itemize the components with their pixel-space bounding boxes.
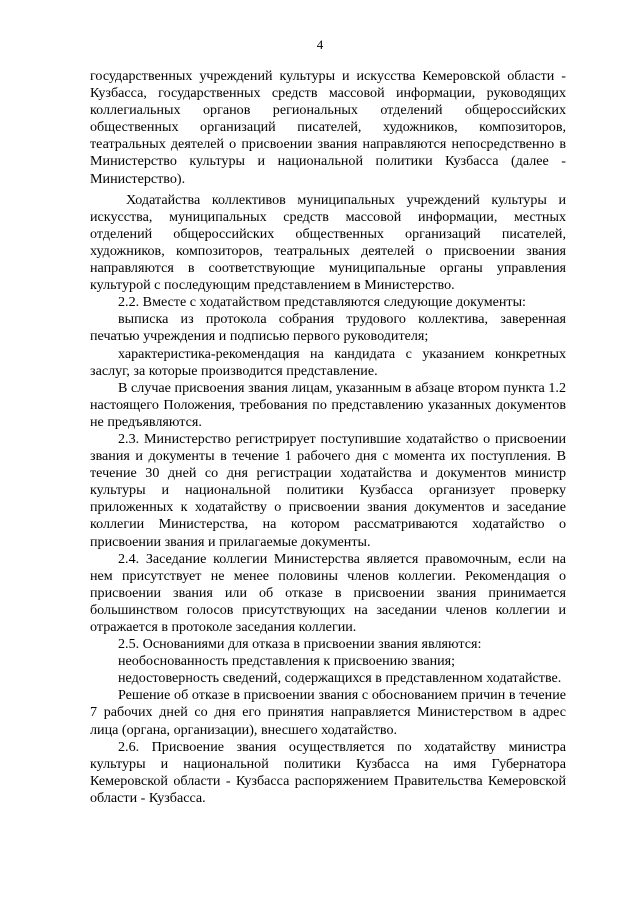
paragraph: государственных учреждений культуры и искусства Кемеровской области - Кузбасса, государственных средств массовой информации, руководящих коллегиальных органов региональных отделений общероссийских общественных организаций писателей, художников, композиторов, театральных деятелей о присвоении звания направляются непосредственно в Министерство культуры и национальной политики Кузбасса (далее - Министерство).	[90, 68, 566, 187]
page-number: 4	[316, 37, 324, 52]
paragraph: 2.2. Вместе с ходатайством представляются следующие документы:	[118, 294, 526, 311]
paragraph: В случае присвоения звания лицам, указанным в абзаце втором пункта 1.2 настоящего Положения, требования по представлению указанных документов не предъявляются.	[90, 379, 566, 430]
paragraph: 2.4. Заседание коллегии Министерства является правомочным, если на нем присутствует не менее половины членов коллегии. Рекомендация о присвоении звания или об отказе в присвоении звания принимается большинством голосов присутствующих на заседании членов коллегии и отражается в протоколе заседания коллегии.	[90, 550, 566, 635]
paragraph: 2.3. Министерство регистрирует поступившие ходатайство о присвоении звания и документы в течение 1 рабочего дня с момента их поступления. В течение 30 дней со дня регистрации ходатайства и документов министр культуры и национальной политики Кузбасса организует проверку приложенных к ходатайству о присвоении звания документов и заседание коллегии Министерства, на котором рассматриваются ходатайство о присвоении звания и прилагаемые документы.	[90, 430, 566, 550]
paragraph: 2.5. Основаниями для отказа в присвоении звания являются:	[118, 636, 482, 653]
list-item: недостоверность сведений, содержащихся в представленном ходатайстве.	[118, 670, 562, 687]
document-body	[90, 68, 566, 807]
list-item: выписка из протокола собрания трудового коллектива, заверенная печатью учреждения и подписью первого руководителя;	[90, 311, 566, 345]
paragraph: Решение об отказе в присвоении звания с обоснованием причин в течение 7 рабочих дней со дня его принятия направляется Министерством в адрес лица (органа, организации), внесшего ходатайство.	[90, 687, 566, 738]
list-item: необоснованность представления к присвоению звания;	[118, 653, 456, 670]
paragraph: 2.6. Присвоение звания осуществляется по ходатайству министра культуры и национальной политики Кузбасса на имя Губернатора Кемеровской области - Кузбасса распоряжением Правительства Кемеровской области - Кузбасса.	[90, 738, 566, 806]
list-item: характеристика-рекомендация на кандидата с указанием конкретных заслуг, за которые производится представление.	[90, 345, 566, 379]
paragraph: Ходатайства коллективов муниципальных учреждений культуры и искусства, муниципальных средств массовой информации, местных отделений общероссийских общественных организаций писателей, художников, композиторов, театральных деятелей о присвоении звания направляются в соответствующие муниципальные органы управления культурой с последующим представлением в Министерство.	[90, 191, 566, 294]
